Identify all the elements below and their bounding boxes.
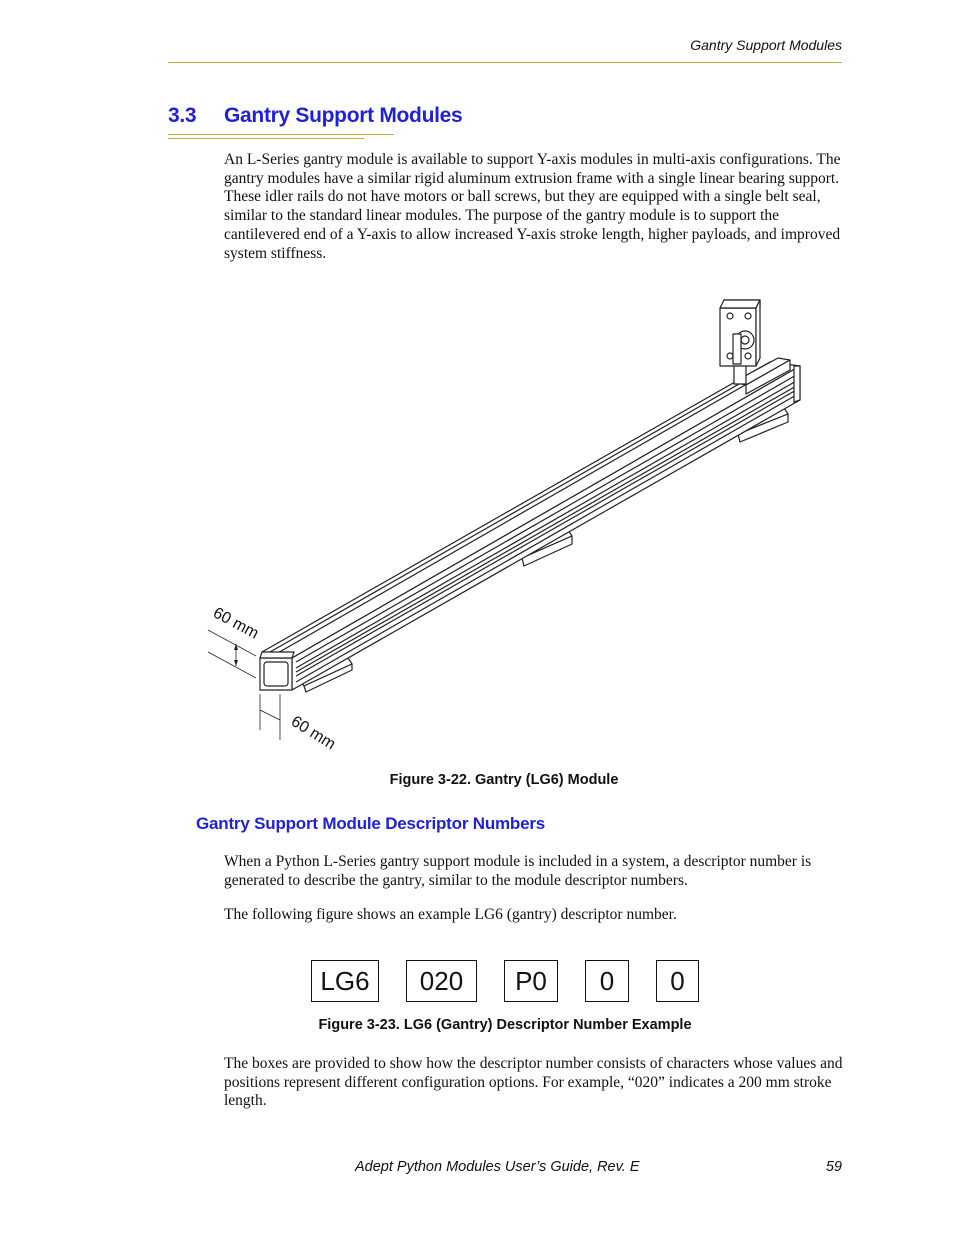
- descriptor-box-5: 0: [656, 960, 699, 1002]
- running-header: Gantry Support Modules: [690, 37, 842, 53]
- descriptor-box-option: P0: [504, 960, 558, 1002]
- heading-rule: [168, 134, 394, 135]
- descriptor-box-4: 0: [585, 960, 629, 1002]
- header-rule: [168, 62, 842, 63]
- footer-title: Adept Python Modules User’s Guide, Rev. E: [355, 1159, 640, 1175]
- rail-side-face: [292, 366, 800, 690]
- figure-caption-2: Figure 3-23. LG6 (Gantry) Descriptor Number Example: [318, 1017, 692, 1033]
- figure-caption-1: Figure 3-22. Gantry (LG6) Module: [389, 772, 619, 788]
- section-heading: [168, 104, 462, 128]
- end-cap-rear: [794, 366, 800, 402]
- dim-height-label: 60 mm: [210, 604, 262, 643]
- section-number: 3.3: [168, 104, 197, 127]
- intro-paragraph: An L-Series gantry module is available to support Y-axis modules in multi-axis configurations. The gantry modules have a similar rigid aluminum extrusion frame with a single linear bearing support. These idler rails do not have motors or ball screws, but they are equipped with a single belt seal, similar to the standard linear modules. The purpose of the gantry module is to support the cantilevered end of a Y-axis to allow increased Y-axis stroke length, higher payloads, and improved system stiffness.: [224, 151, 841, 262]
- descriptor-box-stroke: 020: [406, 960, 477, 1002]
- page-number: 59: [825, 1159, 842, 1175]
- subsection-heading: Gantry Support Module Descriptor Numbers: [196, 814, 546, 833]
- dim-width-label: 60 mm: [287, 712, 339, 754]
- subsection-paragraph-1: When a Python L-Series gantry support module is included in a system, a descriptor number is generated to describe the gantry, similar to the module descriptor numbers.: [224, 853, 812, 889]
- gantry-figure: [200, 290, 820, 760]
- descriptor-box-model: LG6: [311, 960, 379, 1002]
- heading-rule-lower: [168, 138, 364, 139]
- rail-top-face: [262, 362, 800, 658]
- section-title: Gantry Support Modules: [224, 104, 463, 127]
- subsection-paragraph-2: The following figure shows an example LG6 (gantry) descriptor number.: [224, 906, 677, 923]
- closing-paragraph: The boxes are provided to show how the descriptor number consists of characters whose values and positions represent different configuration options. For example, “020” indicates a 200 mm stroke length.: [224, 1055, 843, 1110]
